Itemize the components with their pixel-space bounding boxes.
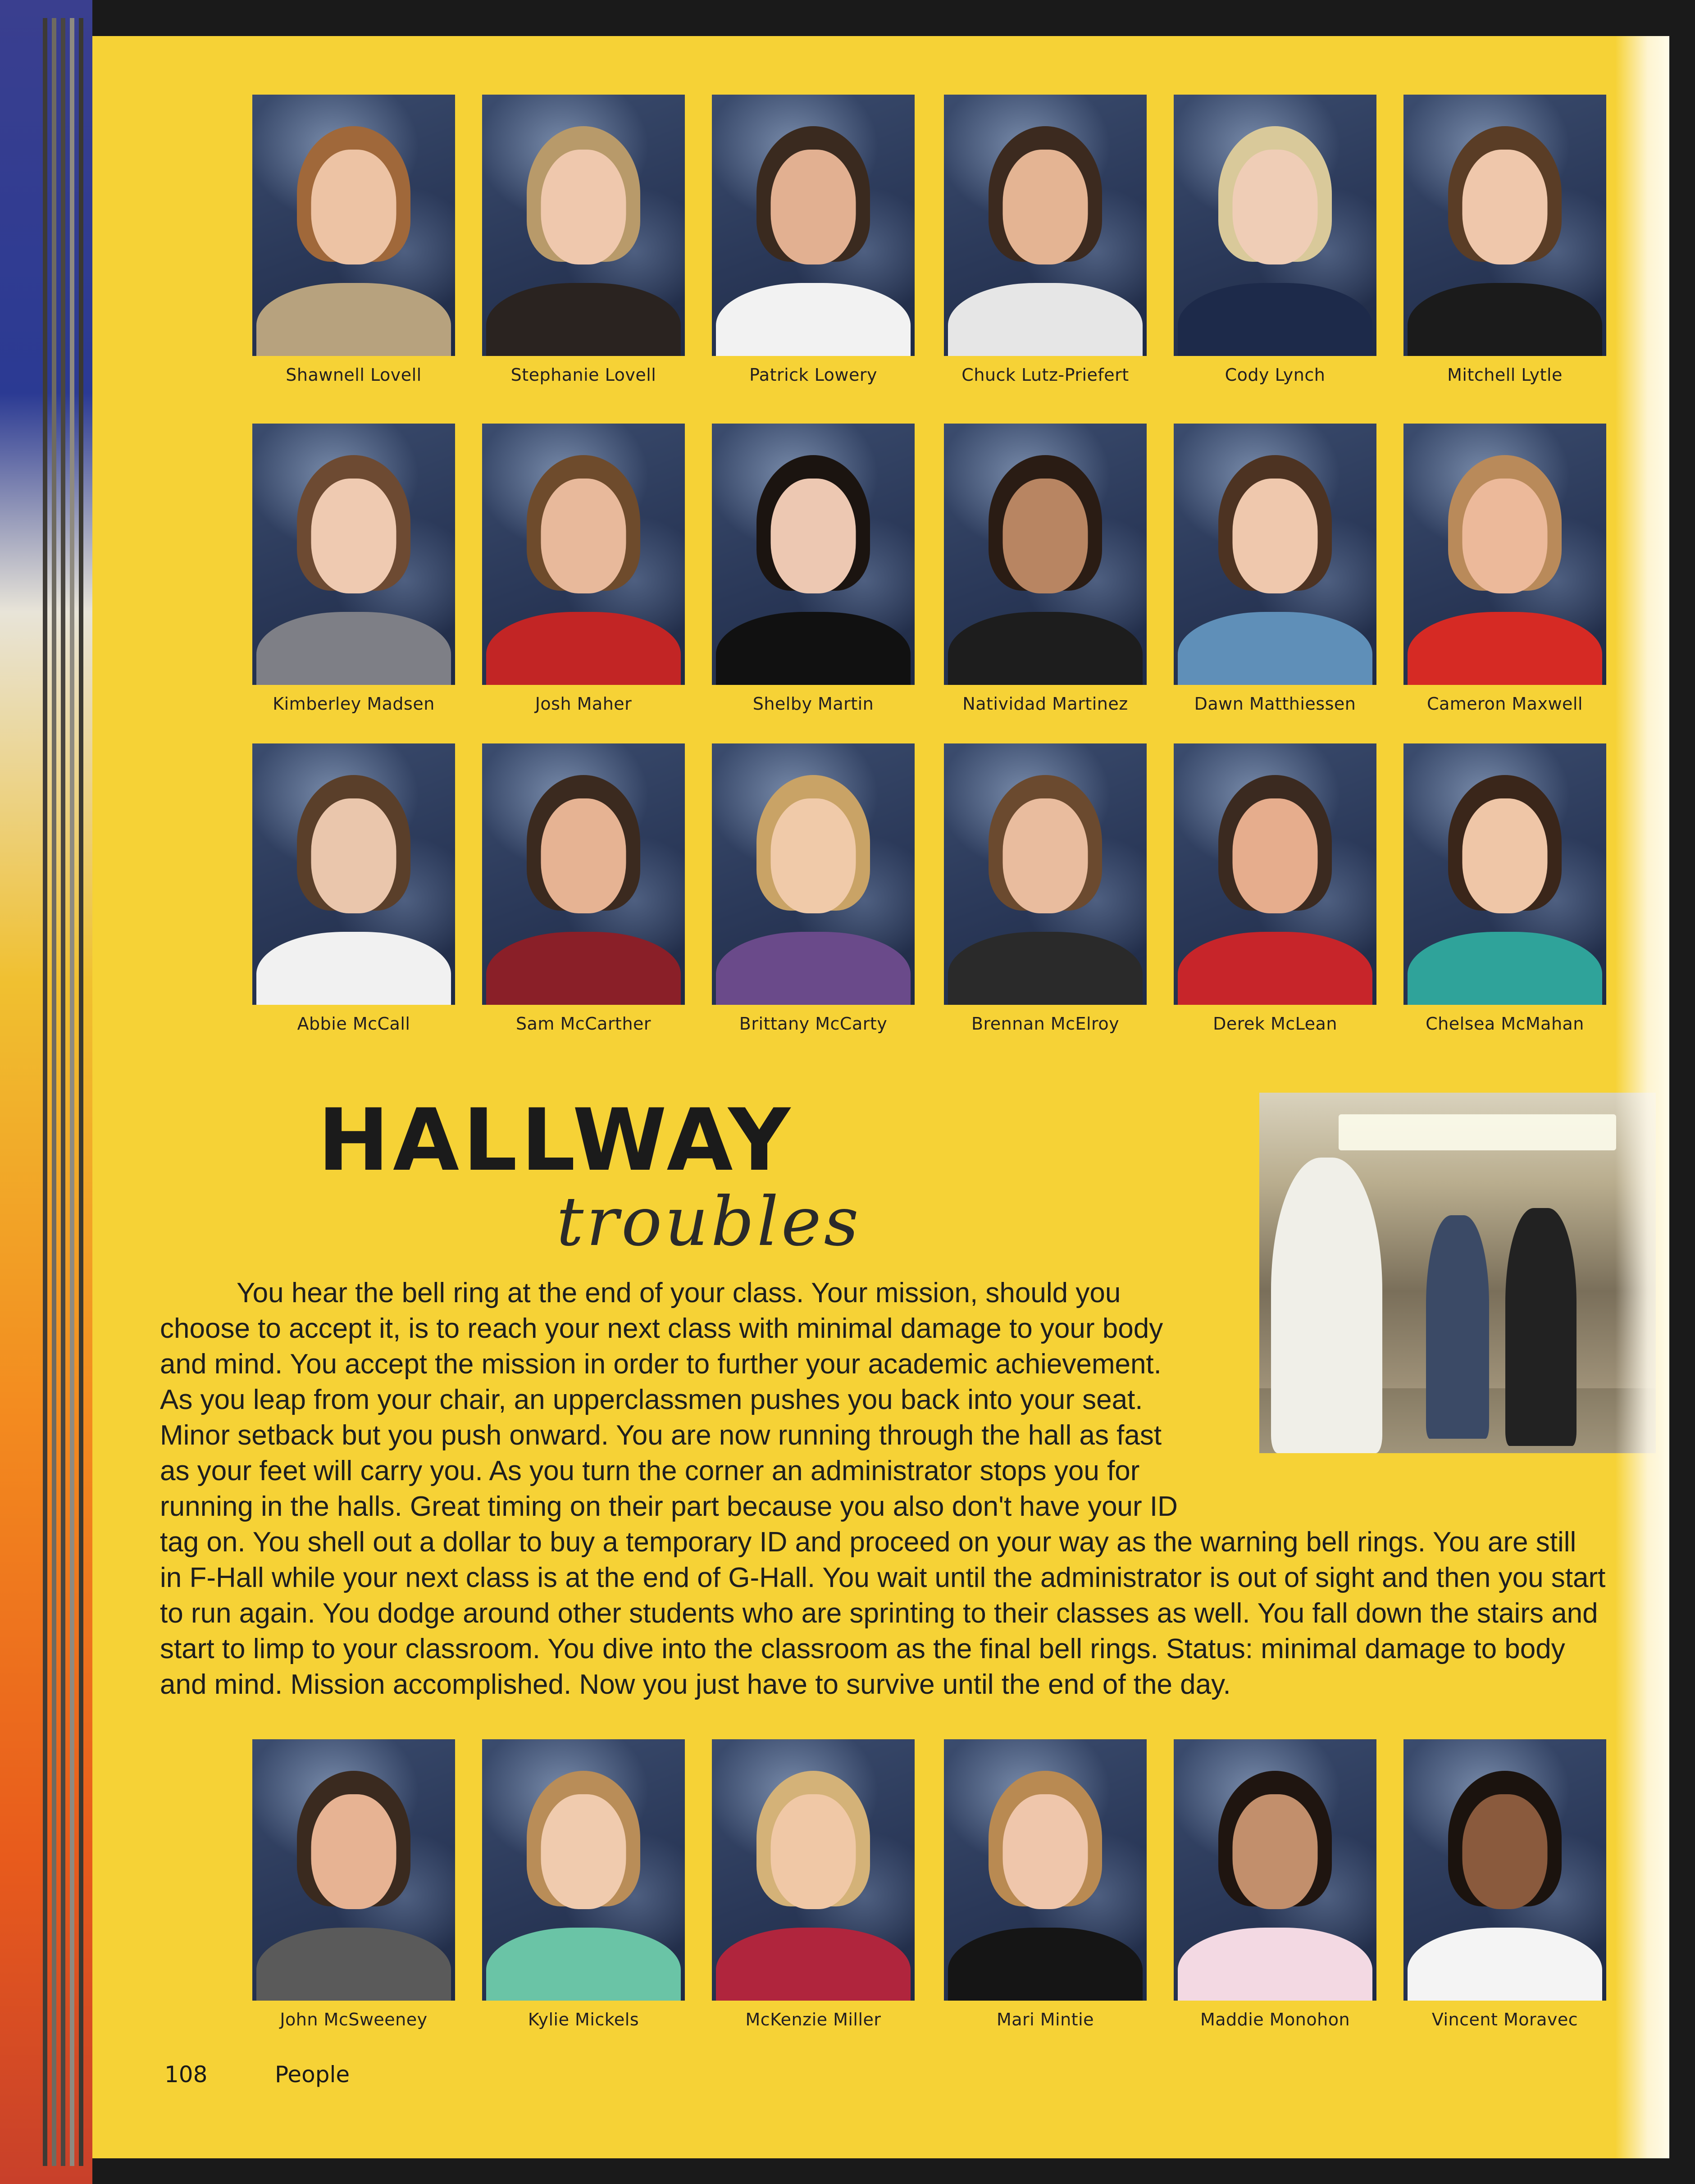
section-label: People [275, 2061, 350, 2088]
student-portrait [712, 95, 915, 356]
student-portrait [712, 743, 915, 1005]
student-portrait [252, 424, 455, 685]
student-name: Shelby Martin [752, 694, 874, 714]
student-name: Dawn Matthiessen [1194, 694, 1356, 714]
portrait-shirt [716, 283, 911, 356]
page-edge [61, 18, 65, 2166]
portrait-shirt [256, 612, 451, 685]
portrait-shirt [1408, 283, 1602, 356]
portrait-shirt [716, 612, 911, 685]
page-number: 108 [164, 2061, 208, 2088]
portrait-shirt [948, 1928, 1143, 2001]
portrait-shirt [1178, 612, 1372, 685]
portrait-face [1003, 479, 1088, 593]
article-body [160, 1275, 1647, 1702]
page-edge [79, 18, 83, 2166]
student-name: Natividad Martinez [962, 694, 1128, 714]
portrait-shirt [1178, 1928, 1372, 2001]
portrait-shirt [948, 932, 1143, 1005]
portrait-face [541, 798, 626, 913]
portrait-face [1463, 150, 1548, 264]
portrait-shirt [486, 283, 681, 356]
portrait-face [311, 798, 396, 913]
student-portrait [482, 424, 685, 685]
student-name: McKenzie Miller [745, 2010, 881, 2029]
portrait-shirt [716, 932, 911, 1005]
student-name: Vincent Moravec [1431, 2010, 1578, 2029]
portrait-face [1003, 798, 1088, 913]
student-portrait [482, 743, 685, 1005]
page-edge [43, 18, 47, 2166]
article-line: in F-Hall while your next class is at the end of G-Hall. You wait until the administrator is out of sight and then you start [160, 1562, 1606, 1593]
student-name: John McSweeney [280, 2010, 428, 2029]
article-line: As you leap from your chair, an upperclassmen pushes you back into your seat. [160, 1384, 1143, 1415]
student-name: Mitchell Lytle [1447, 365, 1563, 385]
student-portrait [1403, 95, 1606, 356]
portrait-face [311, 1794, 396, 1909]
portrait-shirt [716, 1928, 911, 2001]
article-line: start to limp to your classroom. You dive into the classroom as the final bell rings. Status: minimal damage to body [160, 1633, 1565, 1664]
article-line: and mind. Mission accomplished. Now you just have to survive until the end of the day. [160, 1669, 1231, 1700]
portrait-face [1233, 798, 1318, 913]
student-portrait [1403, 1739, 1606, 2001]
article-line: tag on. You shell out a dollar to buy a temporary ID and proceed on your way as the warning bell rings. You are still [160, 1527, 1577, 1558]
student-portrait [1174, 743, 1376, 1005]
portrait-face [771, 798, 856, 913]
portrait-face [771, 1794, 856, 1909]
student-name: Kimberley Madsen [273, 694, 435, 714]
student-name: Maddie Monohon [1200, 2010, 1350, 2029]
portrait-shirt [486, 932, 681, 1005]
portrait-face [1233, 150, 1318, 264]
student-portrait [482, 95, 685, 356]
student-name: Cody Lynch [1225, 365, 1326, 385]
student-name: Sam McCarther [515, 1014, 652, 1034]
student-portrait [252, 95, 455, 356]
portrait-shirt [1408, 932, 1602, 1005]
student-portrait [944, 424, 1147, 685]
portrait-face [771, 150, 856, 264]
portrait-shirt [1178, 932, 1372, 1005]
article-line: to run again. You dodge around other students who are sprinting to their classes as well. You fall down the stairs and [160, 1598, 1598, 1629]
student-portrait [1174, 95, 1376, 356]
portrait-shirt [1408, 612, 1602, 685]
student-name: Abbie McCall [297, 1014, 410, 1034]
student-name: Shawnell Lovell [286, 365, 422, 385]
student-name: Kylie Mickels [528, 2010, 639, 2029]
portrait-face [1463, 798, 1548, 913]
portrait-shirt [256, 932, 451, 1005]
student-name: Chelsea McMahan [1426, 1014, 1584, 1034]
portrait-face [1003, 150, 1088, 264]
page-edge [70, 18, 74, 2166]
student-portrait [252, 743, 455, 1005]
portrait-shirt [948, 283, 1143, 356]
article-line: Minor setback but you push onward. You are now running through the hall as fast [160, 1420, 1162, 1451]
student-portrait [1174, 424, 1376, 685]
page-gutter-shadow [1615, 36, 1669, 2158]
student-portrait [1174, 1739, 1376, 2001]
article-line: and mind. You accept the mission in order to further your academic achievement. [160, 1349, 1162, 1380]
portrait-shirt [1178, 283, 1372, 356]
portrait-face [541, 1794, 626, 1909]
portrait-face [1003, 1794, 1088, 1909]
portrait-shirt [486, 612, 681, 685]
article-subtitle: troubles [556, 1183, 861, 1261]
portrait-face [1463, 1794, 1548, 1909]
portrait-face [311, 150, 396, 264]
article-line: choose to accept it, is to reach your next class with minimal damage to your body [160, 1313, 1163, 1344]
portrait-shirt [486, 1928, 681, 2001]
portrait-shirt [1408, 1928, 1602, 2001]
article-title: HALLWAY [318, 1090, 794, 1190]
student-portrait [1403, 424, 1606, 685]
student-portrait [712, 1739, 915, 2001]
student-portrait [1403, 743, 1606, 1005]
book-page-edges [0, 0, 92, 2184]
student-portrait [712, 424, 915, 685]
portrait-face [771, 479, 856, 593]
portrait-face [541, 150, 626, 264]
student-portrait [252, 1739, 455, 2001]
page-edge [52, 18, 56, 2166]
student-name: Brittany McCarty [739, 1014, 888, 1034]
student-portrait [944, 743, 1147, 1005]
article-line: You hear the bell ring at the end of your class. Your mission, should you [237, 1277, 1121, 1309]
student-portrait [482, 1739, 685, 2001]
portrait-face [311, 479, 396, 593]
student-name: Cameron Maxwell [1426, 694, 1583, 714]
student-name: Chuck Lutz-Priefert [961, 365, 1129, 385]
article-line: running in the halls. Great timing on their part because you also don't have your ID [160, 1491, 1178, 1522]
article-line: as your feet will carry you. As you turn the corner an administrator stops you for [160, 1455, 1140, 1486]
portrait-face [541, 479, 626, 593]
yearbook-page [92, 36, 1669, 2158]
portrait-shirt [256, 283, 451, 356]
student-name: Mari Mintie [996, 2010, 1094, 2029]
student-name: Brennan McElroy [971, 1014, 1120, 1034]
student-name: Josh Maher [535, 694, 632, 714]
student-name: Stephanie Lovell [510, 365, 656, 385]
portrait-shirt [256, 1928, 451, 2001]
portrait-shirt [948, 612, 1143, 685]
student-name: Derek McLean [1213, 1014, 1337, 1034]
student-name: Patrick Lowery [749, 365, 877, 385]
portrait-face [1233, 479, 1318, 593]
student-portrait [944, 95, 1147, 356]
ceiling-light [1339, 1114, 1616, 1150]
portrait-face [1463, 479, 1548, 593]
portrait-face [1233, 1794, 1318, 1909]
student-portrait [944, 1739, 1147, 2001]
